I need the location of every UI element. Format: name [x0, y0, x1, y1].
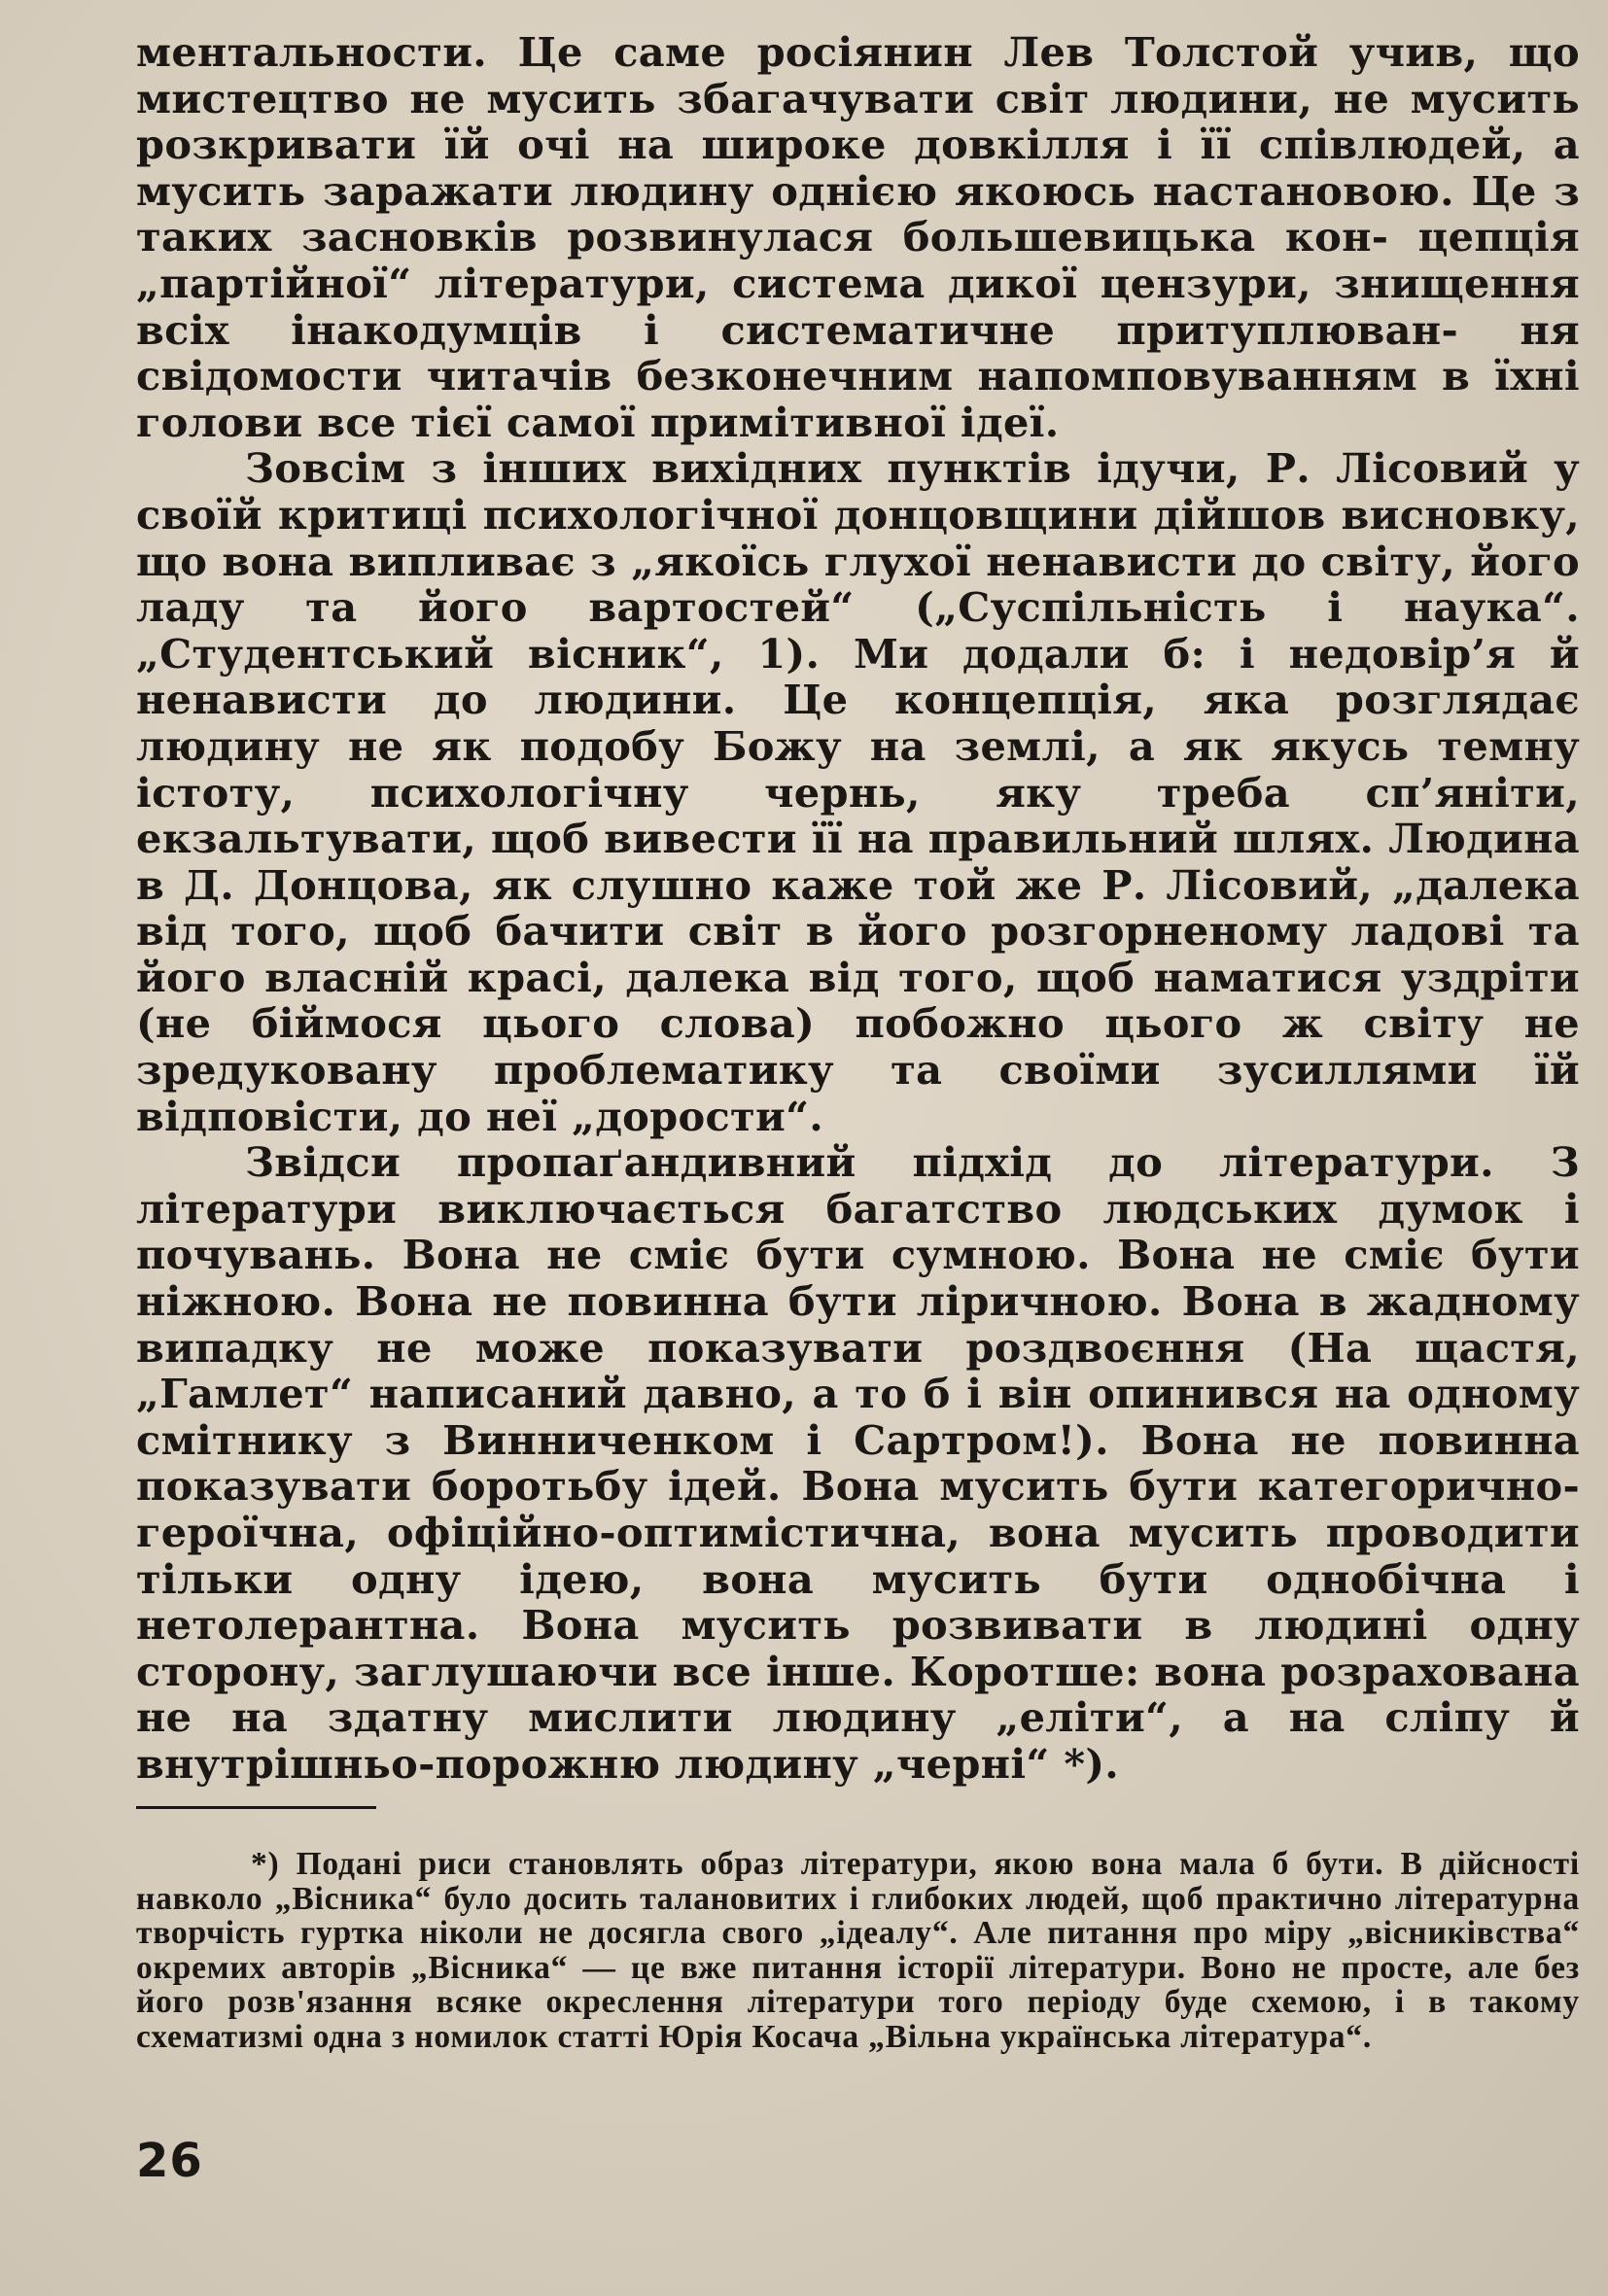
paragraph-1: [136, 29, 1580, 445]
footnote: [136, 1847, 1580, 2055]
footnote-marker: *): [251, 1846, 280, 1882]
line: цепція „партійної“ літератури, система дикої цензури,: [136, 213, 1580, 307]
line: ментальности. Це саме росіянин Лев Толстой учив, що: [136, 28, 1580, 76]
paragraph-3: Звідси пропаґандивний підхід до літератури. З літератури виключається багатство людських думок і почувань. Вона не сміє бути сумною. Вона не сміє бути ніжною. Вона не повинна бути ліричною. Вона в жадному випадку не може показувати роздвоєння (На щастя, „Гамлет“ написаний давно, а то б і він опинився на одному смітнику з Винниченком і Сартром!). Вона не повинна показувати боротьбу ідей. Вона мусить бути категорично-героїчна, офіційно-оптимістична, вона мусить проводити тільки одну ідею, вона мусить бути однобічна і нетолерантна. Вона мусить розвивати в людині одну сторону, заглушаючи все інше. Коротше: вона розрахована не на здатну мислити людину „еліти“, а на сліпу й внутрішньо-порожню людину „черні“ *).: [136, 1138, 1580, 1788]
line: людину однією якоюсь настановою.: [570, 166, 1454, 215]
line: ня свідомости читачів безконечним напомповуванням в: [136, 305, 1580, 400]
footnote-text: Подані риси становлять образ літератури, якою вона мала б бути. В дійсності навколо „Вісника“ було досить талановитих і глибоких людей, щоб практично літературна творчість гуртка ніколи не досягла свого „ідеалу“. Але питання про міру „вісниківства“ окремих авторів „Вісника“ — це вже питання історії літератури. Воно не просте, але без його розв'язання всяке окреслення літератури того періоду буде схемою, і в такому схематизмі одна з номилок статті Юрія Косача „Вільна українська література“.: [136, 1846, 1580, 2055]
line: мистецтво не мусить збагачувати світ людини, не мусить: [136, 74, 1580, 122]
page-number: 26: [136, 2134, 203, 2188]
footnote-body: [136, 1847, 1580, 2055]
emphasized-word: заражати: [323, 166, 553, 215]
line: розкривати їй очі на широке довкілля і її співлюдей, а: [136, 121, 1580, 169]
line: знищення всіх інакодумців і систематичне притуплюван-: [136, 259, 1580, 354]
line: Це з таких засновків розвинулася большевицька кон-: [136, 166, 1581, 261]
footnote-divider: [136, 1806, 376, 1809]
book-page: [136, 29, 1580, 2265]
line: їхні голови все тієї самої примітивної ідеї.: [136, 352, 1580, 446]
main-text: [136, 29, 1580, 1788]
paragraph-2: Зовсім з інших вихідних пунктів ідучи, Р. Лісовий у своїй критиці психологічної донцовщини дійшов висновку, що вона випливає з „якоїсь глухої ненависти до світу, його ладу та його вартостей“ („Суспільність і наука“. „Студентський вісник“, 1). Ми додали б: і недовір’я й ненависти до людини. Це концепція, яка розглядає людину не як подобу Божу на землі, а як якусь темну істоту, психологічну чернь, яку треба сп’яніти, екзальтувати, щоб вивести її на правильний шлях. Людина в Д. Донцова, як слушно каже той же Р. Лісовий, „далека від того, щоб бачити світ в його розгорненому ладові та його власній красі, далека від того, щоб наматися уздріти (не біймося цього слова) побожно цього ж світу не зредуковану проблематику та своїми зусиллями їй відповісти, до неї „дорости“.: [136, 444, 1580, 1140]
line: мусить: [136, 166, 306, 215]
